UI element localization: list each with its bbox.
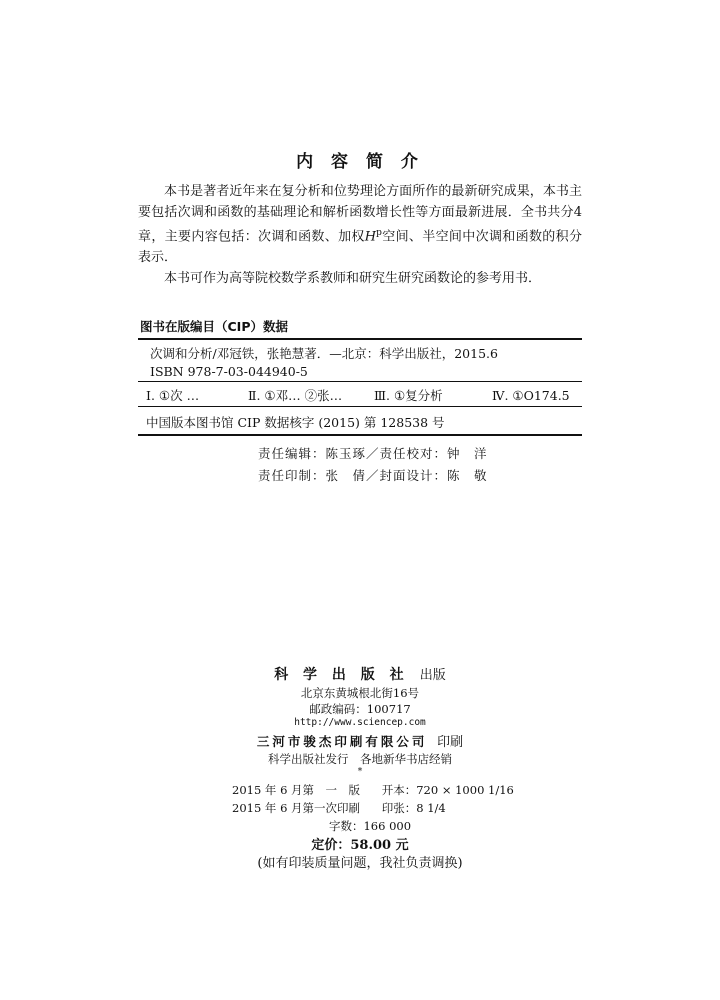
classification-item: Ⅲ. ①复分析 [373, 388, 443, 403]
printing-line [232, 800, 446, 816]
printer-row [0, 731, 720, 750]
separator-asterisk: * [357, 767, 363, 777]
summary-paragraph-1: 本书是著者近年来在复分析和位势理论方面所作的最新研究成果，本书主要包括次调和函数的基础理论和解析函数增长性等方面最新进展．全书共分4章，主要内容包括：次调和函数、加权$H^p$空间、半空间中次调和函数的积分表示． [138, 184, 582, 266]
summary-paragraph-2: 本书可作为高等院校数学系教师和研究生研究函数论的参考用书． [164, 271, 542, 287]
word-count: 字数：166 000 [328, 819, 412, 833]
summary-text [138, 181, 582, 289]
cip-rule-1 [138, 381, 582, 382]
publisher-name: 科 学 出 版 社 [274, 667, 409, 683]
classification-item: Ⅰ. ①次 … [146, 388, 200, 403]
page-title: 内 容 简 介 [296, 152, 424, 172]
distribution-line: 科学出版社发行 各地新华书店经销 [268, 752, 452, 766]
edition: 2015 年 6 月第 一 版 [232, 783, 361, 797]
publisher-address: 北京东黄城根北街16号 [300, 686, 420, 700]
printer-name: 三河市骏杰印刷有限公司 [256, 734, 428, 749]
printer-action: 印刷 [437, 735, 464, 750]
sheets: 印张：8 1/4 [381, 801, 446, 815]
cip-title-line: 次调和分析/邓冠铁，张艳慧著．—北京：科学出版社，2015.6 [150, 346, 498, 361]
cip-isbn: ISBN 978-7-03-044940-5 [150, 364, 308, 379]
cip-header: 图书在版编目（CIP）数据 [140, 319, 288, 334]
cip-rule-2 [138, 406, 582, 407]
classification-item: Ⅱ. ①邓… ②张… [247, 388, 343, 403]
cip-top-rule [138, 338, 582, 340]
classification-item: Ⅳ. ①O174.5 [491, 388, 570, 403]
price: 定价：58.00 元 [311, 838, 409, 853]
printing: 2015 年 6 月第一次印刷 [232, 801, 361, 815]
publisher-postcode: 邮政编码：100717 [309, 702, 411, 716]
cip-bottom-rule [138, 434, 582, 436]
cip-record-number: 中国版本图书馆 CIP 数据核字 (2015) 第 128538 号 [146, 415, 445, 430]
publisher-action: 出版 [419, 668, 446, 683]
math-superscript-p: p [376, 228, 382, 238]
publisher-url: http://www.sciencep.com [294, 717, 426, 728]
credits-print-cover: 责任印制：张 倩／封面设计：陈 敬 [258, 468, 488, 483]
publisher-row [0, 664, 720, 684]
format: 开本：720 × 1000 1/16 [381, 783, 514, 797]
credits-editor-proofreader: 责任编辑：陈玉琢／责任校对：钟 洋 [258, 446, 488, 461]
math-symbol-h: H [364, 229, 377, 245]
edition-line [232, 782, 514, 798]
quality-note: (如有印装质量问题，我社负责调换) [257, 856, 463, 871]
cip-classification [146, 386, 570, 404]
